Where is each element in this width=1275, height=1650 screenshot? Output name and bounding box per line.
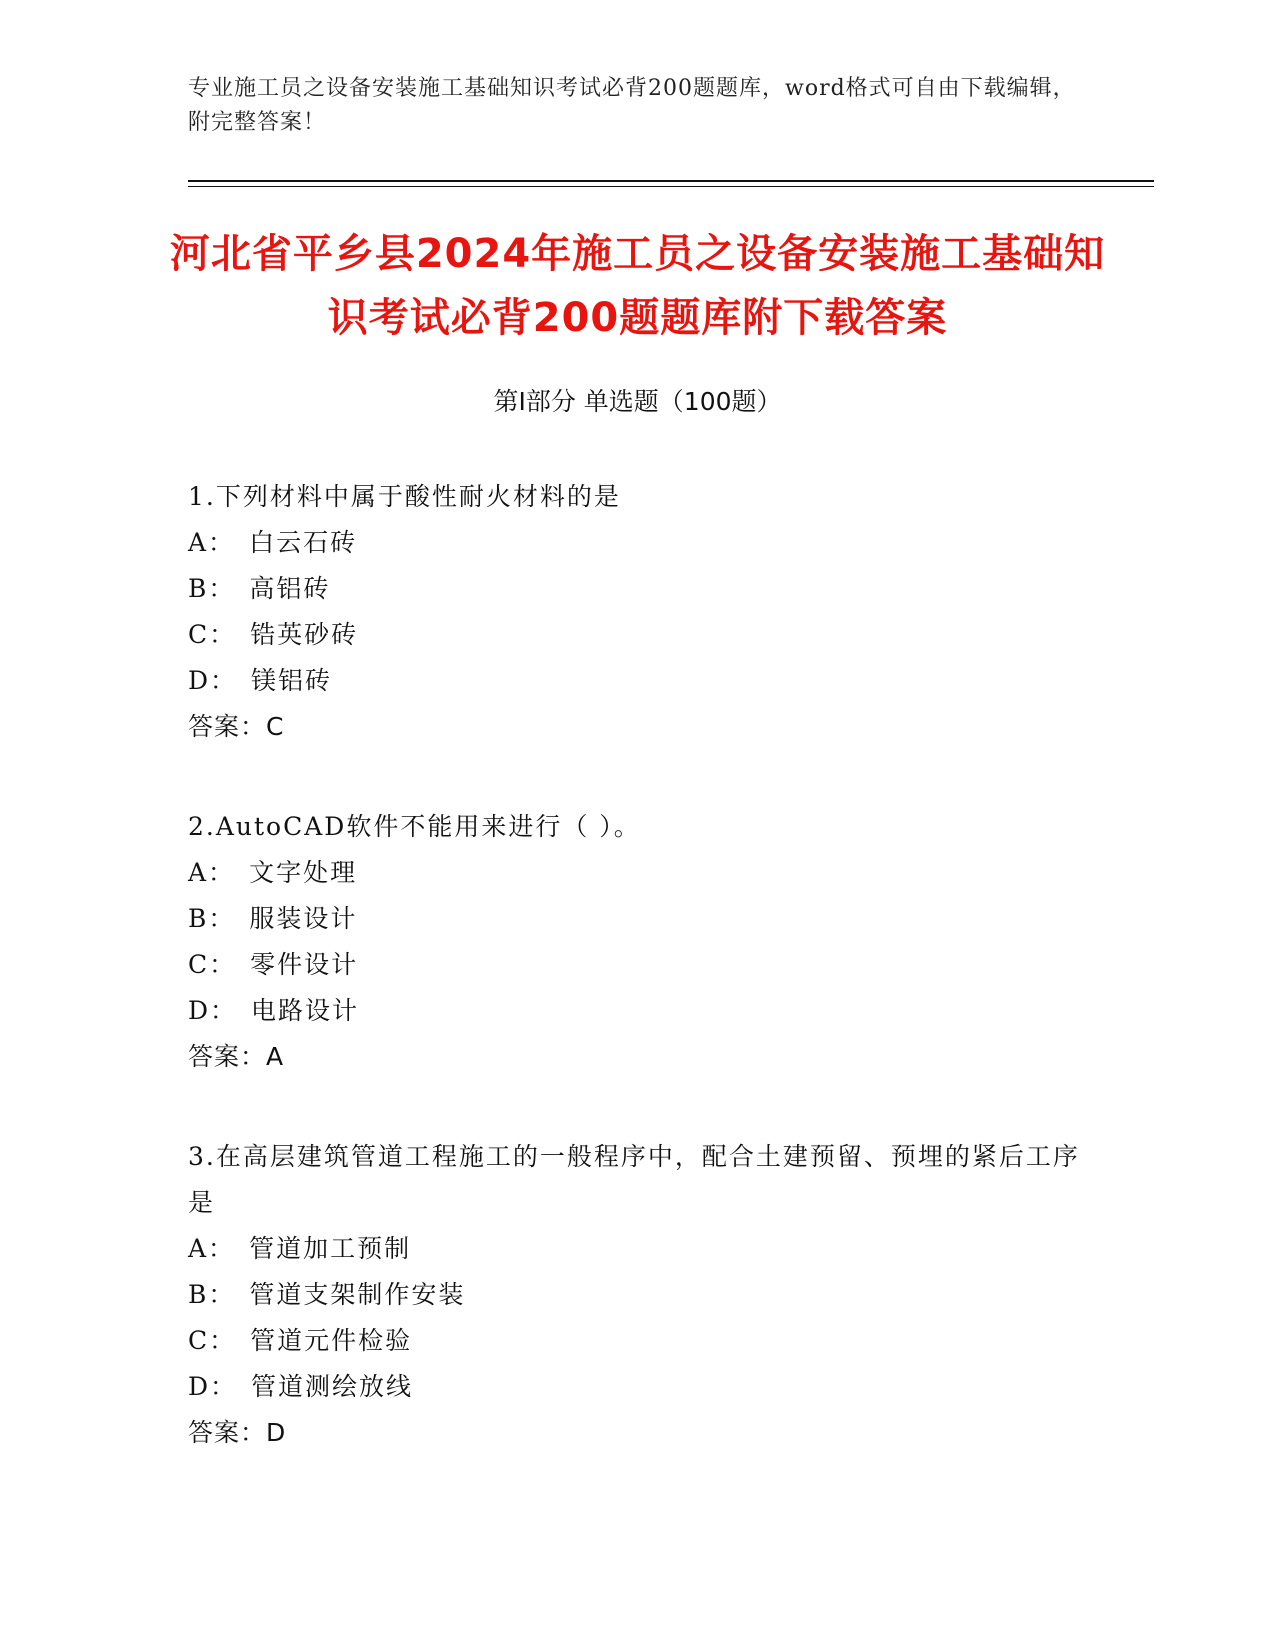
option-text: 电路设计 — [251, 996, 360, 1025]
option-text: 高铝砖 — [249, 574, 331, 603]
answer-label: 答案： — [188, 712, 267, 741]
header-note: 专业施工员之设备安装施工基础知识考试必背200题题库，word格式可自由下载编辑，附完整答案！ — [188, 76, 1076, 135]
question-2 — [188, 804, 1088, 1080]
question-1 — [188, 474, 1088, 750]
answer — [188, 704, 1088, 750]
option-label: A： — [188, 858, 236, 887]
option-label: D： — [188, 666, 238, 695]
option-text: 管道支架制作安装 — [249, 1280, 466, 1309]
section-title: 第Ⅰ部分 单选题（100题） — [493, 387, 782, 416]
document-title: 河北省平乡县2024年施工员之设备安装施工基础知识考试必背200题题库附下载答案 — [169, 231, 1106, 341]
option-c — [188, 612, 1088, 658]
option-b — [188, 896, 1088, 942]
question-text: 2.AutoCAD软件不能用来进行（ ）。 — [188, 812, 641, 841]
option-label: B： — [188, 904, 236, 933]
option-b — [188, 1272, 1088, 1318]
option-label: A： — [188, 528, 236, 557]
option-label: D： — [188, 1372, 238, 1401]
option-c — [188, 1318, 1088, 1364]
question-text: 3.在高层建筑管道工程施工的一般程序中，配合土建预留、预埋的紧后工序是 — [188, 1142, 1080, 1217]
option-a — [188, 520, 1088, 566]
option-a — [188, 850, 1088, 896]
option-label: A： — [188, 1234, 236, 1263]
option-label: B： — [188, 1280, 236, 1309]
option-d — [188, 1364, 1088, 1410]
answer-value: C — [266, 712, 285, 741]
option-text: 管道元件检验 — [250, 1326, 413, 1355]
option-label: C： — [188, 950, 237, 979]
option-a — [188, 1226, 1088, 1272]
answer-value: D — [266, 1418, 287, 1447]
option-b — [188, 566, 1088, 612]
option-label: B： — [188, 574, 236, 603]
question-list — [188, 474, 1088, 1510]
option-text: 管道加工预制 — [249, 1234, 412, 1263]
answer-value: A — [266, 1042, 285, 1071]
question-3 — [188, 1134, 1088, 1456]
answer-label: 答案： — [188, 1042, 267, 1071]
option-d — [188, 988, 1088, 1034]
header-rule-thick — [188, 180, 1154, 182]
option-text: 白云石砖 — [249, 528, 358, 557]
option-text: 文字处理 — [249, 858, 358, 887]
answer — [188, 1034, 1088, 1080]
option-label: D： — [188, 996, 238, 1025]
option-d — [188, 658, 1088, 704]
question-text: 1.下列材料中属于酸性耐火材料的是 — [188, 482, 621, 511]
option-label: C： — [188, 1326, 237, 1355]
answer-label: 答案： — [188, 1418, 267, 1447]
option-text: 锆英砂砖 — [250, 620, 359, 649]
option-text: 管道测绘放线 — [251, 1372, 414, 1401]
answer — [188, 1410, 1088, 1456]
option-label: C： — [188, 620, 237, 649]
option-text: 服装设计 — [249, 904, 358, 933]
header-rule-thin — [188, 186, 1154, 187]
option-text: 镁铝砖 — [251, 666, 333, 695]
option-c — [188, 942, 1088, 988]
option-text: 零件设计 — [250, 950, 359, 979]
